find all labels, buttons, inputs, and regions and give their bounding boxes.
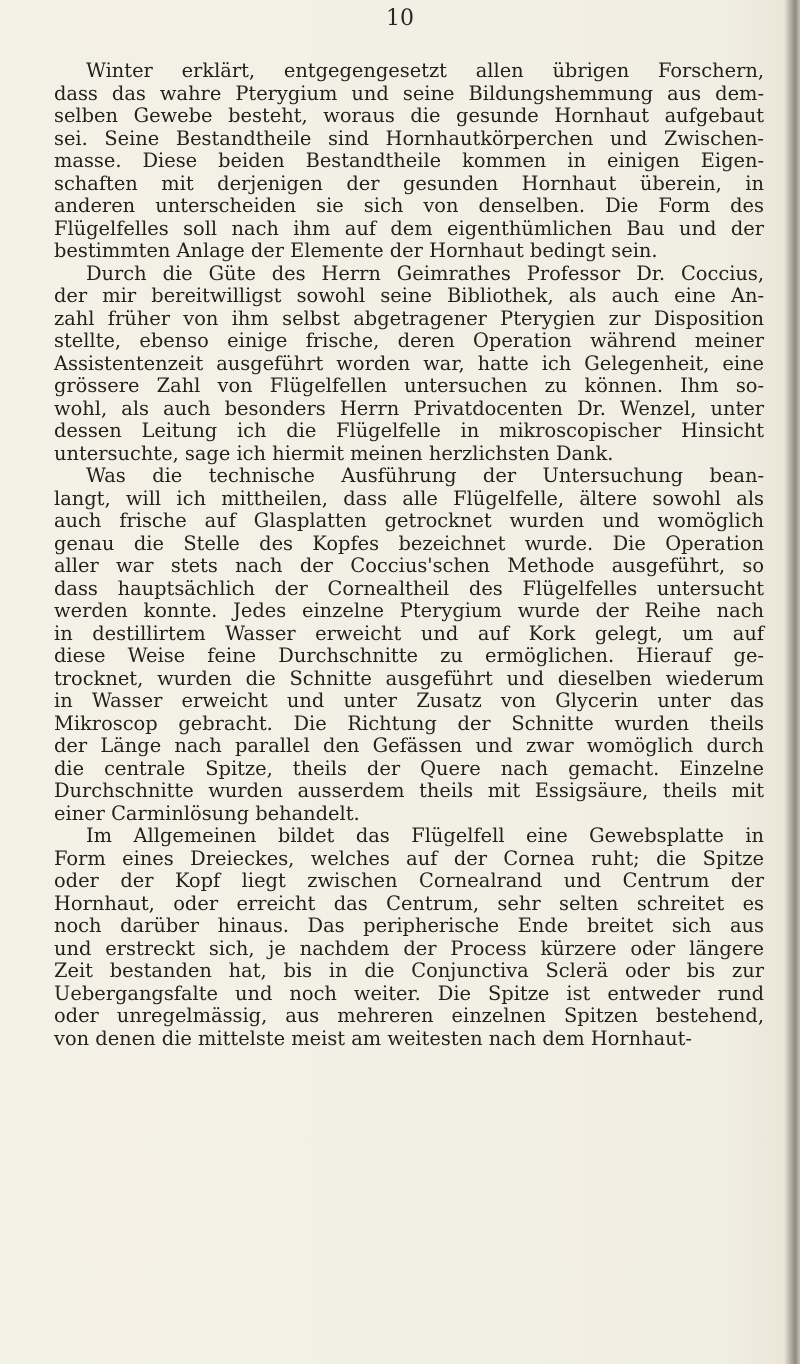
paragraph: [54, 465, 764, 825]
text-line: auch frische auf Glasplatten getrocknet wurden und womöglich: [54, 509, 764, 532]
text-line: genau die Stelle des Kopfes bezeichnet wurde. Die Operation: [54, 531, 764, 555]
text-line: selben Gewebe besteht, woraus die gesunde Hornhaut aufgebaut: [54, 104, 764, 127]
text-line: Durchschnitte wurden ausserdem theils mit Essigsäure, theils mit: [54, 779, 764, 802]
text-line: Zeit bestanden hat, bis in die Conjunctiva Sclerä oder bis zur: [54, 959, 764, 982]
text-line: in Wasser erweicht und unter Zusatz von Glycerin unter das: [54, 689, 764, 712]
text-line: dass hauptsächlich der Cornealtheil des Flügelfelles untersucht: [54, 576, 764, 600]
text-line: wohl, als auch besonders Herrn Privatdocenten Dr. Wenzel, unter: [54, 396, 764, 420]
text-line: trocknet, wurden die Schnitte ausgeführt und dieselben wiederum: [54, 666, 764, 690]
paragraph: [54, 60, 764, 263]
text-line: Im Allgemeinen bildet das Flügelfell eine Gewebsplatte in: [86, 824, 764, 847]
text-line: dessen Leitung ich die Flügelfelle in mikroscopischer Hinsicht: [54, 419, 764, 442]
text-line: grössere Zahl von Flügelfellen untersuchen zu können. Ihm so-: [54, 374, 764, 397]
text-line: langt, will ich mittheilen, dass alle Flügelfelle, ältere sowohl als: [54, 486, 764, 510]
text-line: in destillirtem Wasser erweicht und auf Kork gelegt, um auf: [54, 621, 764, 645]
text-line: Was die technische Ausführung der Untersuchung bean-: [86, 464, 764, 487]
text-line: bestimmten Anlage der Elemente der Hornhaut bedingt sein.: [54, 239, 658, 262]
text-line: Winter erklärt, entgegengesetzt allen übrigen Forschern,: [86, 59, 764, 82]
text-line: und erstreckt sich, je nachdem der Process kürzere oder längere: [54, 936, 764, 960]
text-line: der Länge nach parallel den Gefässen und zwar womöglich durch: [54, 734, 764, 757]
paragraph: [54, 825, 764, 1050]
text-line: masse. Diese beiden Bestandtheile kommen in einigen Eigen-: [54, 149, 764, 172]
page-number: 10: [386, 6, 414, 31]
text-line: noch darüber hinaus. Das peripherische Ende breitet sich aus: [54, 914, 764, 937]
text-line: schaften mit derjenigen der gesunden Hornhaut überein, in: [54, 171, 764, 195]
text-line: werden konnte. Jedes einzelne Pterygium wurde der Reihe nach: [54, 599, 764, 622]
text-line: oder der Kopf liegt zwischen Cornealrand und Centrum der: [54, 869, 764, 892]
text-line: oder unregelmässig, aus mehreren einzelnen Spitzen bestehend,: [54, 1004, 764, 1027]
text-line: Durch die Güte des Herrn Geimrathes Professor Dr. Coccius,: [86, 261, 764, 285]
text-line: stellte, ebenso einige frische, deren Operation während meiner: [54, 329, 764, 352]
text-line: aller war stets nach der Coccius'schen Methode ausgeführt, so: [54, 554, 764, 577]
text-line: die centrale Spitze, theils der Quere nach gemacht. Einzelne: [54, 756, 764, 780]
page-edge-shadow: [784, 0, 800, 1364]
text-line: einer Carminlösung behandelt.: [54, 801, 360, 825]
text-line: Uebergangsfalte und noch weiter. Die Spitze ist entweder rund: [54, 981, 764, 1005]
text-line: von denen die mittelste meist am weitesten nach dem Hornhaut-: [54, 1026, 692, 1050]
text-line: zahl früher von ihm selbst abgetragener Pterygien zur Disposition: [54, 306, 764, 330]
text-line: dass das wahre Pterygium und seine Bildungshemmung aus dem-: [54, 81, 764, 105]
body-text: [54, 60, 764, 1050]
text-line: Assistentenzeit ausgeführt worden war, hatte ich Gelegenheit, eine: [54, 351, 764, 375]
text-line: sei. Seine Bestandtheile sind Hornhautkörperchen und Zwischen-: [54, 126, 764, 150]
text-line: Hornhaut, oder erreicht das Centrum, sehr selten schreitet es: [54, 891, 764, 915]
paragraph: [54, 263, 764, 466]
text-line: untersuchte, sage ich hiermit meinen herzlichsten Dank.: [54, 441, 614, 465]
text-line: anderen unterscheiden sie sich von denselben. Die Form des: [54, 194, 764, 217]
text-line: Form eines Dreieckes, welches auf der Cornea ruht; die Spitze: [54, 846, 764, 870]
text-line: der mir bereitwilligst sowohl seine Bibliothek, als auch eine An-: [54, 284, 764, 307]
text-line: Flügelfelles soll nach ihm auf dem eigenthümlichen Bau und der: [54, 216, 764, 240]
text-line: Mikroscop gebracht. Die Richtung der Schnitte wurden theils: [54, 711, 764, 735]
text-line: diese Weise feine Durchschnitte zu ermöglichen. Hierauf ge-: [54, 644, 764, 667]
